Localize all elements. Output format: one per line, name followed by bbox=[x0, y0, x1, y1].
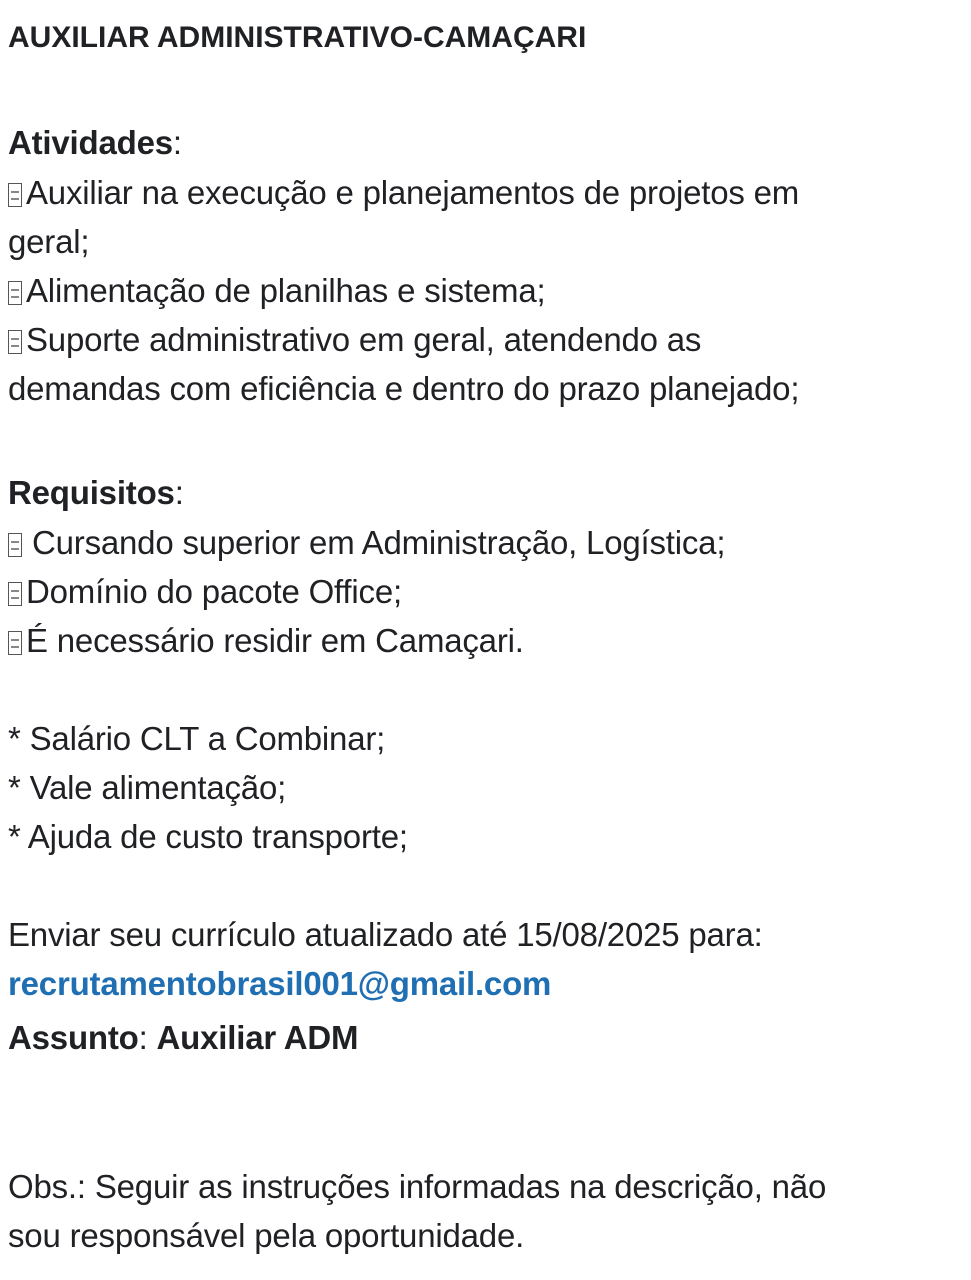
beneficio-item: * Ajuda de custo transporte; bbox=[8, 818, 408, 855]
requisitos-item bbox=[8, 621, 524, 661]
requisitos-heading-label: Requisitos bbox=[8, 474, 175, 511]
beneficio-item: * Vale alimentação; bbox=[8, 769, 287, 806]
assunto-label: Assunto bbox=[8, 1019, 139, 1056]
requisitos-item-text: Cursando superior em Administração, Logística; bbox=[32, 524, 726, 561]
requisitos-item-text: É necessário residir em Camaçari. bbox=[26, 622, 524, 659]
missing-emoji-icon bbox=[8, 631, 22, 655]
assunto-line bbox=[8, 1018, 358, 1058]
beneficio-item: * Salário CLT a Combinar; bbox=[8, 720, 386, 757]
missing-emoji-icon bbox=[8, 582, 22, 606]
assunto-value: Auxiliar ADM bbox=[156, 1019, 359, 1056]
requisitos-heading-colon: : bbox=[174, 474, 184, 511]
atividades-item-text: Alimentação de planilhas e sistema; bbox=[26, 272, 546, 309]
obs-line: sou responsável pela oportunidade. bbox=[8, 1217, 525, 1254]
missing-emoji-icon bbox=[8, 183, 22, 207]
missing-emoji-icon bbox=[8, 533, 22, 557]
job-title: AUXILIAR ADMINISTRATIVO-CAMAÇARI bbox=[8, 21, 587, 54]
atividades-item-continuation: demandas com eficiência e dentro do prazo planejado; bbox=[8, 370, 800, 407]
atividades-item bbox=[8, 271, 545, 311]
envio-text: Enviar seu currículo atualizado até 15/08/2025 para: bbox=[8, 916, 763, 953]
missing-emoji-icon bbox=[8, 281, 22, 305]
email-line bbox=[8, 964, 551, 1004]
requisitos-item-text: Domínio do pacote Office; bbox=[26, 573, 402, 610]
requisitos-heading bbox=[8, 473, 184, 513]
obs-line: Obs.: Seguir as instruções informadas na descrição, não bbox=[8, 1168, 827, 1205]
missing-emoji-icon bbox=[8, 330, 22, 354]
assunto-colon: : bbox=[138, 1019, 157, 1056]
atividades-item-text: Suporte administrativo em geral, atendendo as bbox=[26, 321, 702, 358]
email-link[interactable]: recrutamentobrasil001@gmail.com bbox=[8, 965, 552, 1002]
requisitos-item bbox=[8, 572, 402, 612]
atividades-heading-label: Atividades bbox=[8, 124, 173, 161]
atividades-item bbox=[8, 173, 799, 213]
atividades-item-continuation: geral; bbox=[8, 223, 90, 260]
atividades-item-text: Auxiliar na execução e planejamentos de projetos em bbox=[26, 174, 800, 211]
atividades-heading-colon: : bbox=[172, 124, 182, 161]
requisitos-item bbox=[8, 523, 725, 563]
atividades-heading bbox=[8, 123, 182, 163]
atividades-item bbox=[8, 320, 701, 360]
